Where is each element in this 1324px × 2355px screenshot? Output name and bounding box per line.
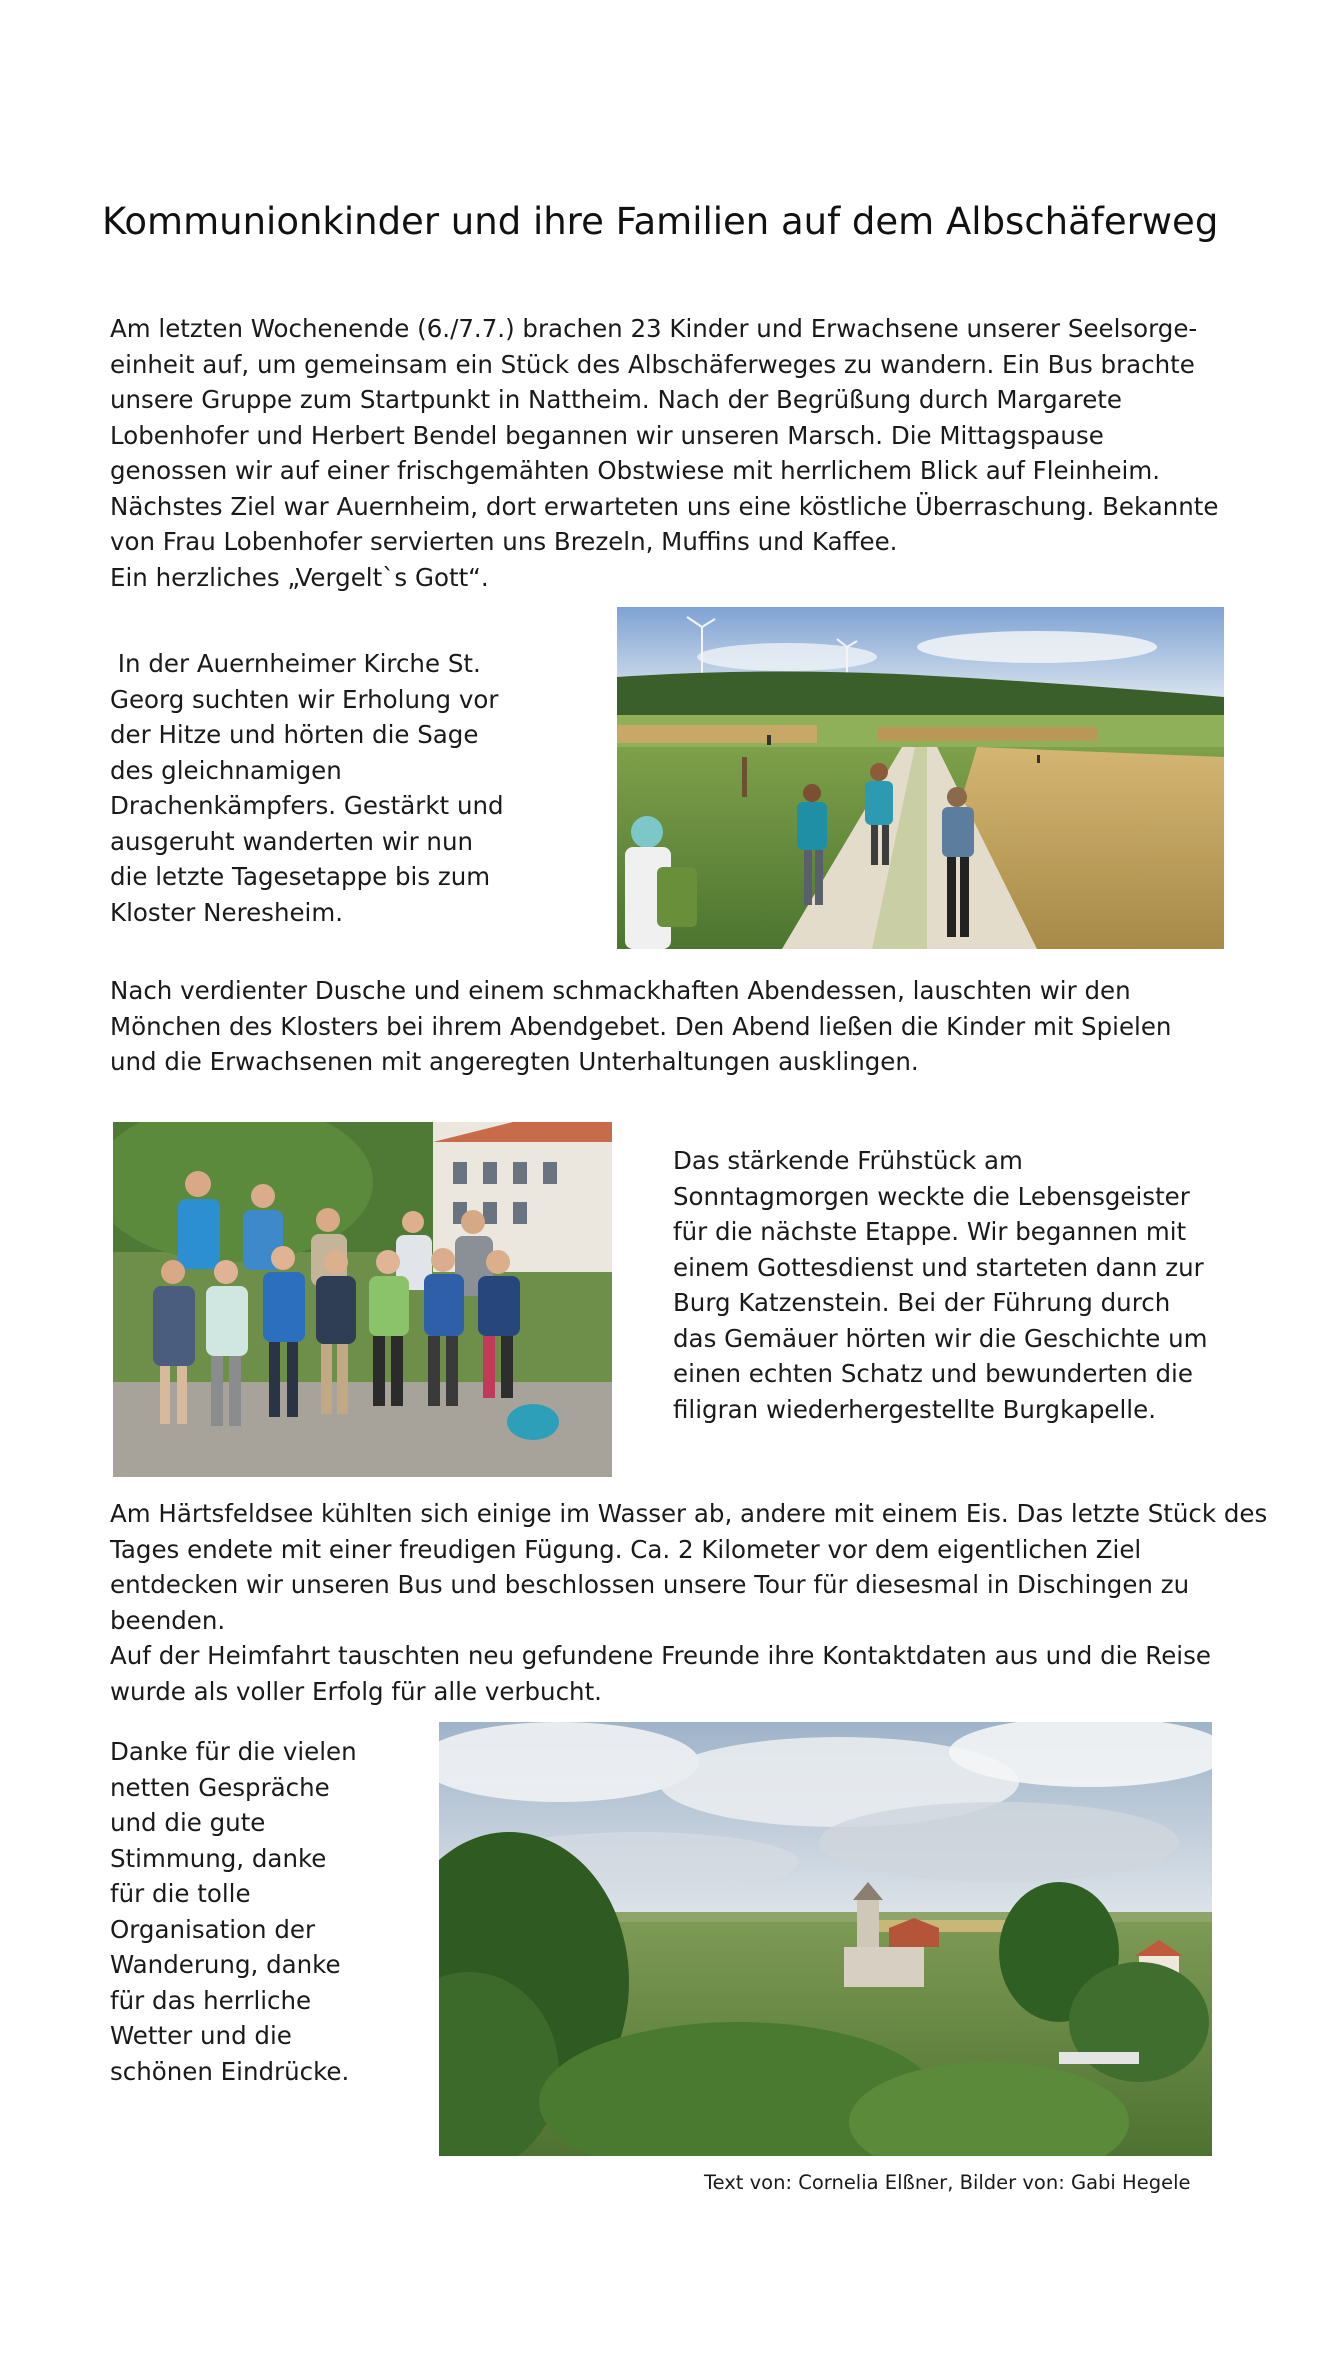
lake-line: Auf der Heimfahrt tauschten neu gefundene Freunde ihre Kontaktdaten aus und die Reise (110, 1641, 1211, 1670)
church-paragraph (110, 646, 510, 930)
intro-line: Nächstes Ziel war Auernheim, dort erwarteten uns eine köstliche Überraschung. Bekannte (110, 491, 1219, 521)
thanks-paragraph (110, 1734, 410, 2089)
lake-line: beenden. (110, 1605, 226, 1635)
church-line: ausgeruht wanderten wir nun (110, 826, 474, 856)
thanks-line: schönen Eindrücke. (110, 2056, 350, 2086)
breakfast-paragraph (673, 1143, 1233, 1427)
lake-line: wurde als voller Erfolg für alle verbucht. (110, 1676, 602, 1706)
page-title: Kommunionkinder und ihre Familien auf dem Albschäferweg (102, 200, 1219, 243)
church-line: Georg suchten wir Erholung vor (110, 684, 499, 714)
church-line: In der Auernheimer Kirche St. (110, 649, 481, 678)
hiking-trail-photo (617, 607, 1224, 949)
group-photo (113, 1122, 612, 1477)
breakfast-line: filigran wiederhergestellte Burgkapelle. (673, 1394, 1156, 1424)
evening-line: Mönchen des Klosters bei ihrem Abendgebet. Den Abend ließen die Kinder mit Spielen (110, 1011, 1172, 1041)
evening-line: Nach verdienter Dusche und einem schmackhaften Abendessen, lauschten wir den (110, 976, 1131, 1005)
breakfast-line: Das stärkende Frühstück am (673, 1146, 1023, 1175)
breakfast-line: einem Gottesdienst und starteten dann zur (673, 1252, 1204, 1282)
thanks-line: und die gute (110, 1808, 266, 1837)
thanks-line: Wetter und die (110, 2021, 292, 2050)
thanks-line: netten Gespräche (110, 1772, 330, 1802)
breakfast-line: einen echten Schatz und bewunderten die (673, 1359, 1193, 1388)
thanks-line: Wanderung, danke (110, 1950, 341, 1979)
breakfast-line: Sonntagmorgen weckte die Lebensgeister (673, 1181, 1190, 1211)
intro-line: genossen wir auf einer frischgemähten Obstwiese mit herrlichem Blick auf Fleinheim. (110, 456, 1161, 485)
lake-line: entdecken wir unseren Bus und beschlossen unsere Tour für diesesmal in Dischingen zu (110, 1570, 1190, 1599)
breakfast-line: das Gemäuer hörten wir die Geschichte um (673, 1323, 1208, 1353)
church-line: Kloster Neresheim. (110, 897, 344, 927)
thanks-line: Danke für die vielen (110, 1737, 357, 1766)
breakfast-line: Burg Katzenstein. Bei der Führung durch (673, 1288, 1171, 1317)
thanks-line: für die tolle (110, 1879, 251, 1908)
breakfast-line: für die nächste Etappe. Wir begannen mit (673, 1217, 1187, 1246)
thanks-line: für das herrliche (110, 1985, 312, 2015)
intro-paragraph (110, 311, 1220, 595)
intro-line: Ein herzliches „Vergelt`s Gott“. (110, 562, 489, 592)
church-line: der Hitze und hörten die Sage (110, 720, 479, 749)
intro-line: von Frau Lobenhofer servierten uns Brezeln, Muffins und Kaffee. (110, 527, 898, 556)
thanks-line: Stimmung, danke (110, 1843, 327, 1873)
church-line: die letzte Tagesetappe bis zum (110, 862, 491, 891)
evening-line: und die Erwachsenen mit angeregten Unterhaltungen ausklingen. (110, 1047, 919, 1076)
church-line: des gleichnamigen (110, 755, 342, 785)
castle-landscape-photo (439, 1722, 1212, 2156)
intro-line: unsere Gruppe zum Startpunkt in Nattheim. Nach der Begrüßung durch Margarete (110, 385, 1122, 414)
lake-line: Tages endete mit einer freudigen Fügung. Ca. 2 Kilometer vor dem eigentlichen Ziel (110, 1534, 1142, 1564)
lake-paragraph (110, 1496, 1268, 1709)
intro-line: Lobenhofer und Herbert Bendel begannen wir unseren Marsch. Die Mittagspause (110, 420, 1104, 450)
evening-paragraph (110, 973, 1220, 1080)
thanks-line: Organisation der (110, 1914, 316, 1944)
church-line: Drachenkämpfers. Gestärkt und (110, 791, 504, 820)
credit-line: Text von: Cornelia Elßner, Bilder von: Gabi Hegele (704, 2171, 1191, 2194)
lake-line: Am Härtsfeldsee kühlten sich einige im Wasser ab, andere mit einem Eis. Das letzte Stück des (110, 1499, 1268, 1528)
intro-line: Am letzten Wochenende (6./7.7.) brachen 23 Kinder und Erwachsene unserer Seelsorge- (110, 314, 1198, 343)
intro-line: einheit auf, um gemeinsam ein Stück des Albschäferweges zu wandern. Ein Bus brachte (110, 349, 1195, 379)
